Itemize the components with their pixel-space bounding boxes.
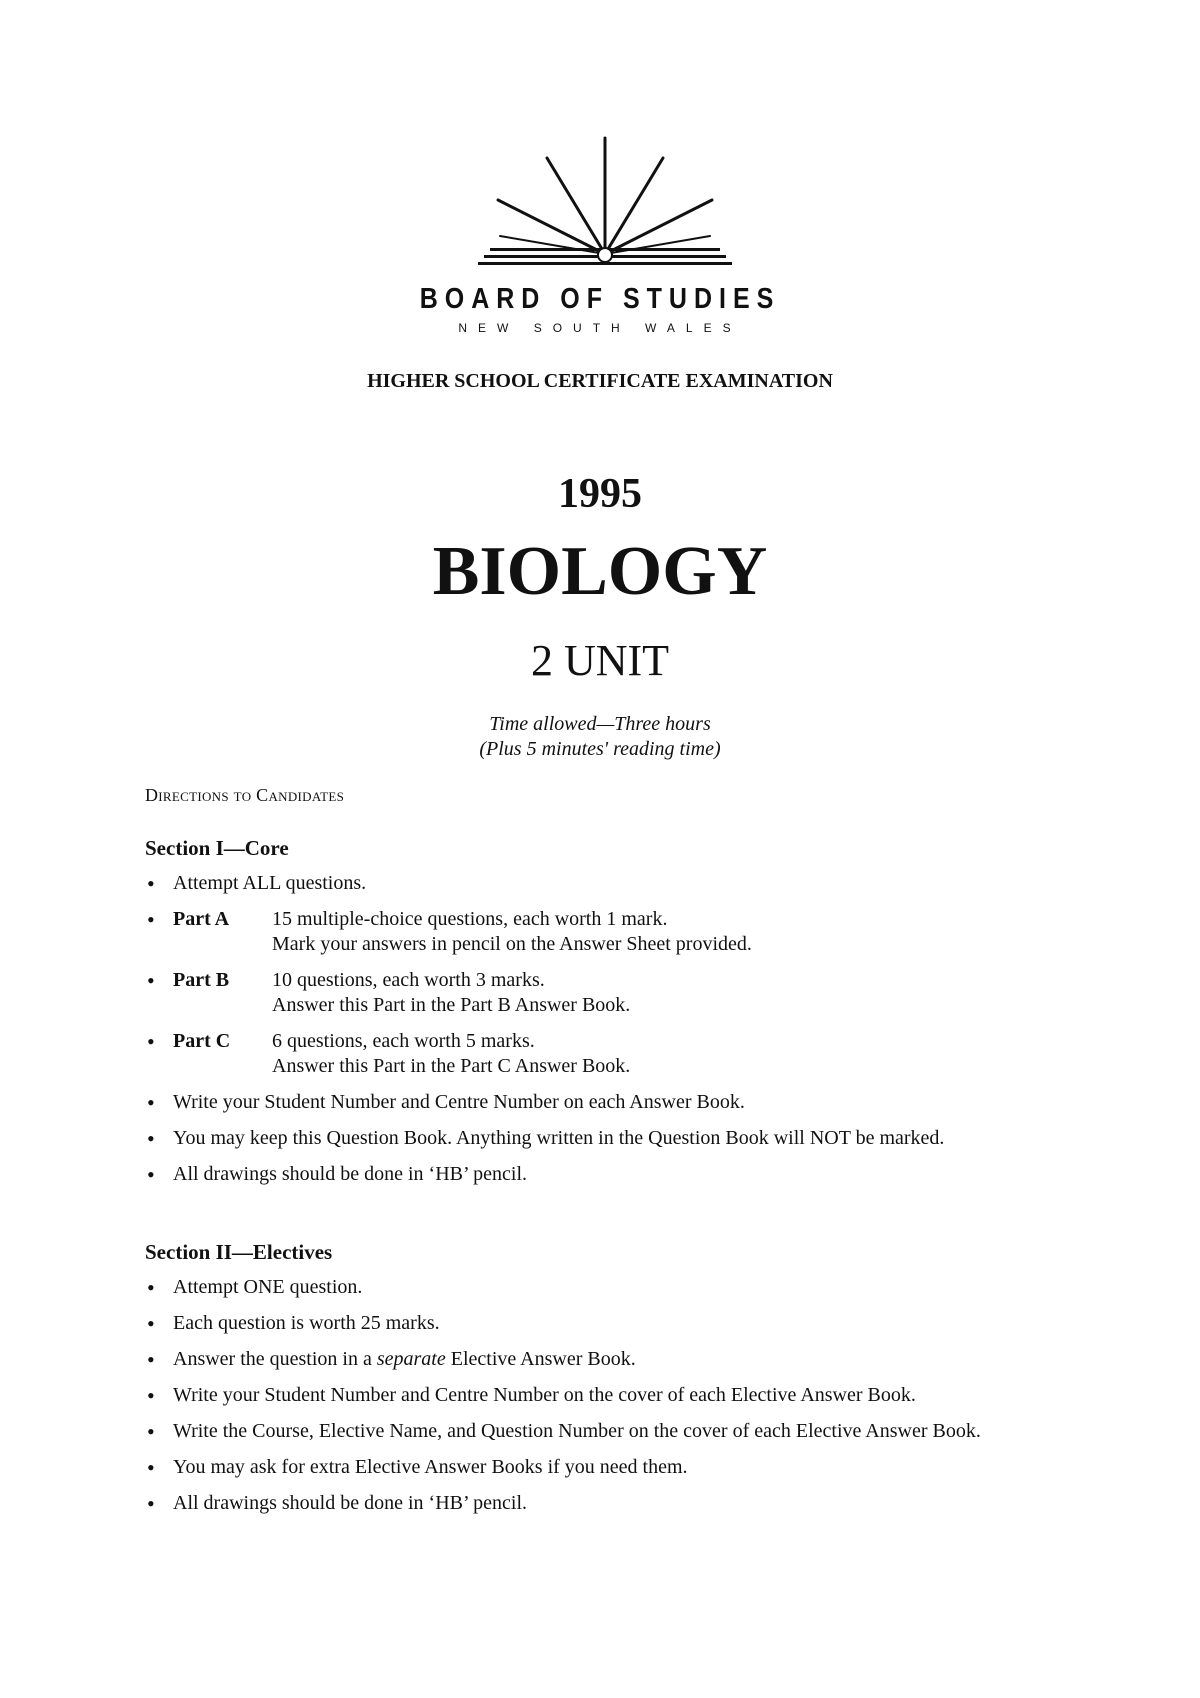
part-label: • Part A <box>173 908 230 930</box>
part-description: 6 questions, each worth 5 marks. <box>272 1030 535 1052</box>
answer-suffix: Elective Answer Book. <box>445 1348 636 1370</box>
section1-instructions <box>145 871 1065 1198</box>
logo-name: BOARD OF STUDIES <box>419 282 781 316</box>
list-item: • Write your Student Number and Centre Number on each Answer Book. <box>145 1090 1065 1115</box>
part-description: 15 multiple-choice questions, each worth 1 mark. <box>272 908 668 930</box>
answer-emphasis: separate <box>376 1348 446 1370</box>
list-item: • You may ask for extra Elective Answer Books if you need them. <box>145 1455 1065 1480</box>
part-instruction: Answer this Part in the Part B Answer Book. <box>272 994 631 1016</box>
list-item: • You may keep this Question Book. Anything written in the Question Book will NOT be marked. <box>145 1126 1065 1151</box>
unit-label: 2 UNIT <box>530 636 670 685</box>
list-item: • Write the Course, Elective Name, and Question Number on the cover of each Elective Answer Book. <box>145 1419 1065 1444</box>
time-allowed-text: Time allowed—Three hours <box>489 713 711 735</box>
list-item <box>145 1029 1065 1079</box>
subject-title: BIOLOGY <box>432 533 768 610</box>
section2-instructions <box>145 1275 1065 1527</box>
reading-time-text: (Plus 5 minutes' reading time) <box>479 738 721 760</box>
part-label: • Part B <box>173 969 230 991</box>
list-item: • Attempt ALL questions. <box>145 871 1065 896</box>
list-item: • Write your Student Number and Centre Number on the cover of each Elective Answer Book. <box>145 1383 1065 1408</box>
exam-title: HIGHER SCHOOL CERTIFICATE EXAMINATION <box>367 370 833 392</box>
part-instruction: Mark your answers in pencil on the Answer Sheet provided. <box>272 933 752 955</box>
part-instruction: Answer this Part in the Part C Answer Book. <box>272 1055 631 1077</box>
time-allowed <box>0 712 1200 762</box>
logo-subtitle: NEW SOUTH WALES <box>458 321 742 335</box>
directions-heading: Directions to Candidates <box>145 785 345 805</box>
list-item: • All drawings should be done in ‘HB’ pencil. <box>145 1162 1065 1187</box>
list-item <box>145 907 1065 957</box>
exam-year: 1995 <box>558 471 642 517</box>
rising-sun-book-icon <box>470 136 740 276</box>
part-description: 10 questions, each worth 3 marks. <box>272 969 545 991</box>
section2-heading: Section II—Electives <box>145 1240 333 1264</box>
list-item <box>145 968 1065 1018</box>
list-item: • Each question is worth 25 marks. <box>145 1311 1065 1336</box>
section1-heading: Section I—Core <box>145 836 289 860</box>
list-item: • All drawings should be done in ‘HB’ pencil. <box>145 1491 1065 1516</box>
answer-prefix: Answer the question in a <box>173 1348 377 1370</box>
part-label: • Part C <box>173 1030 231 1052</box>
list-item: • Attempt ONE question. <box>145 1275 1065 1300</box>
list-item <box>145 1347 1065 1372</box>
